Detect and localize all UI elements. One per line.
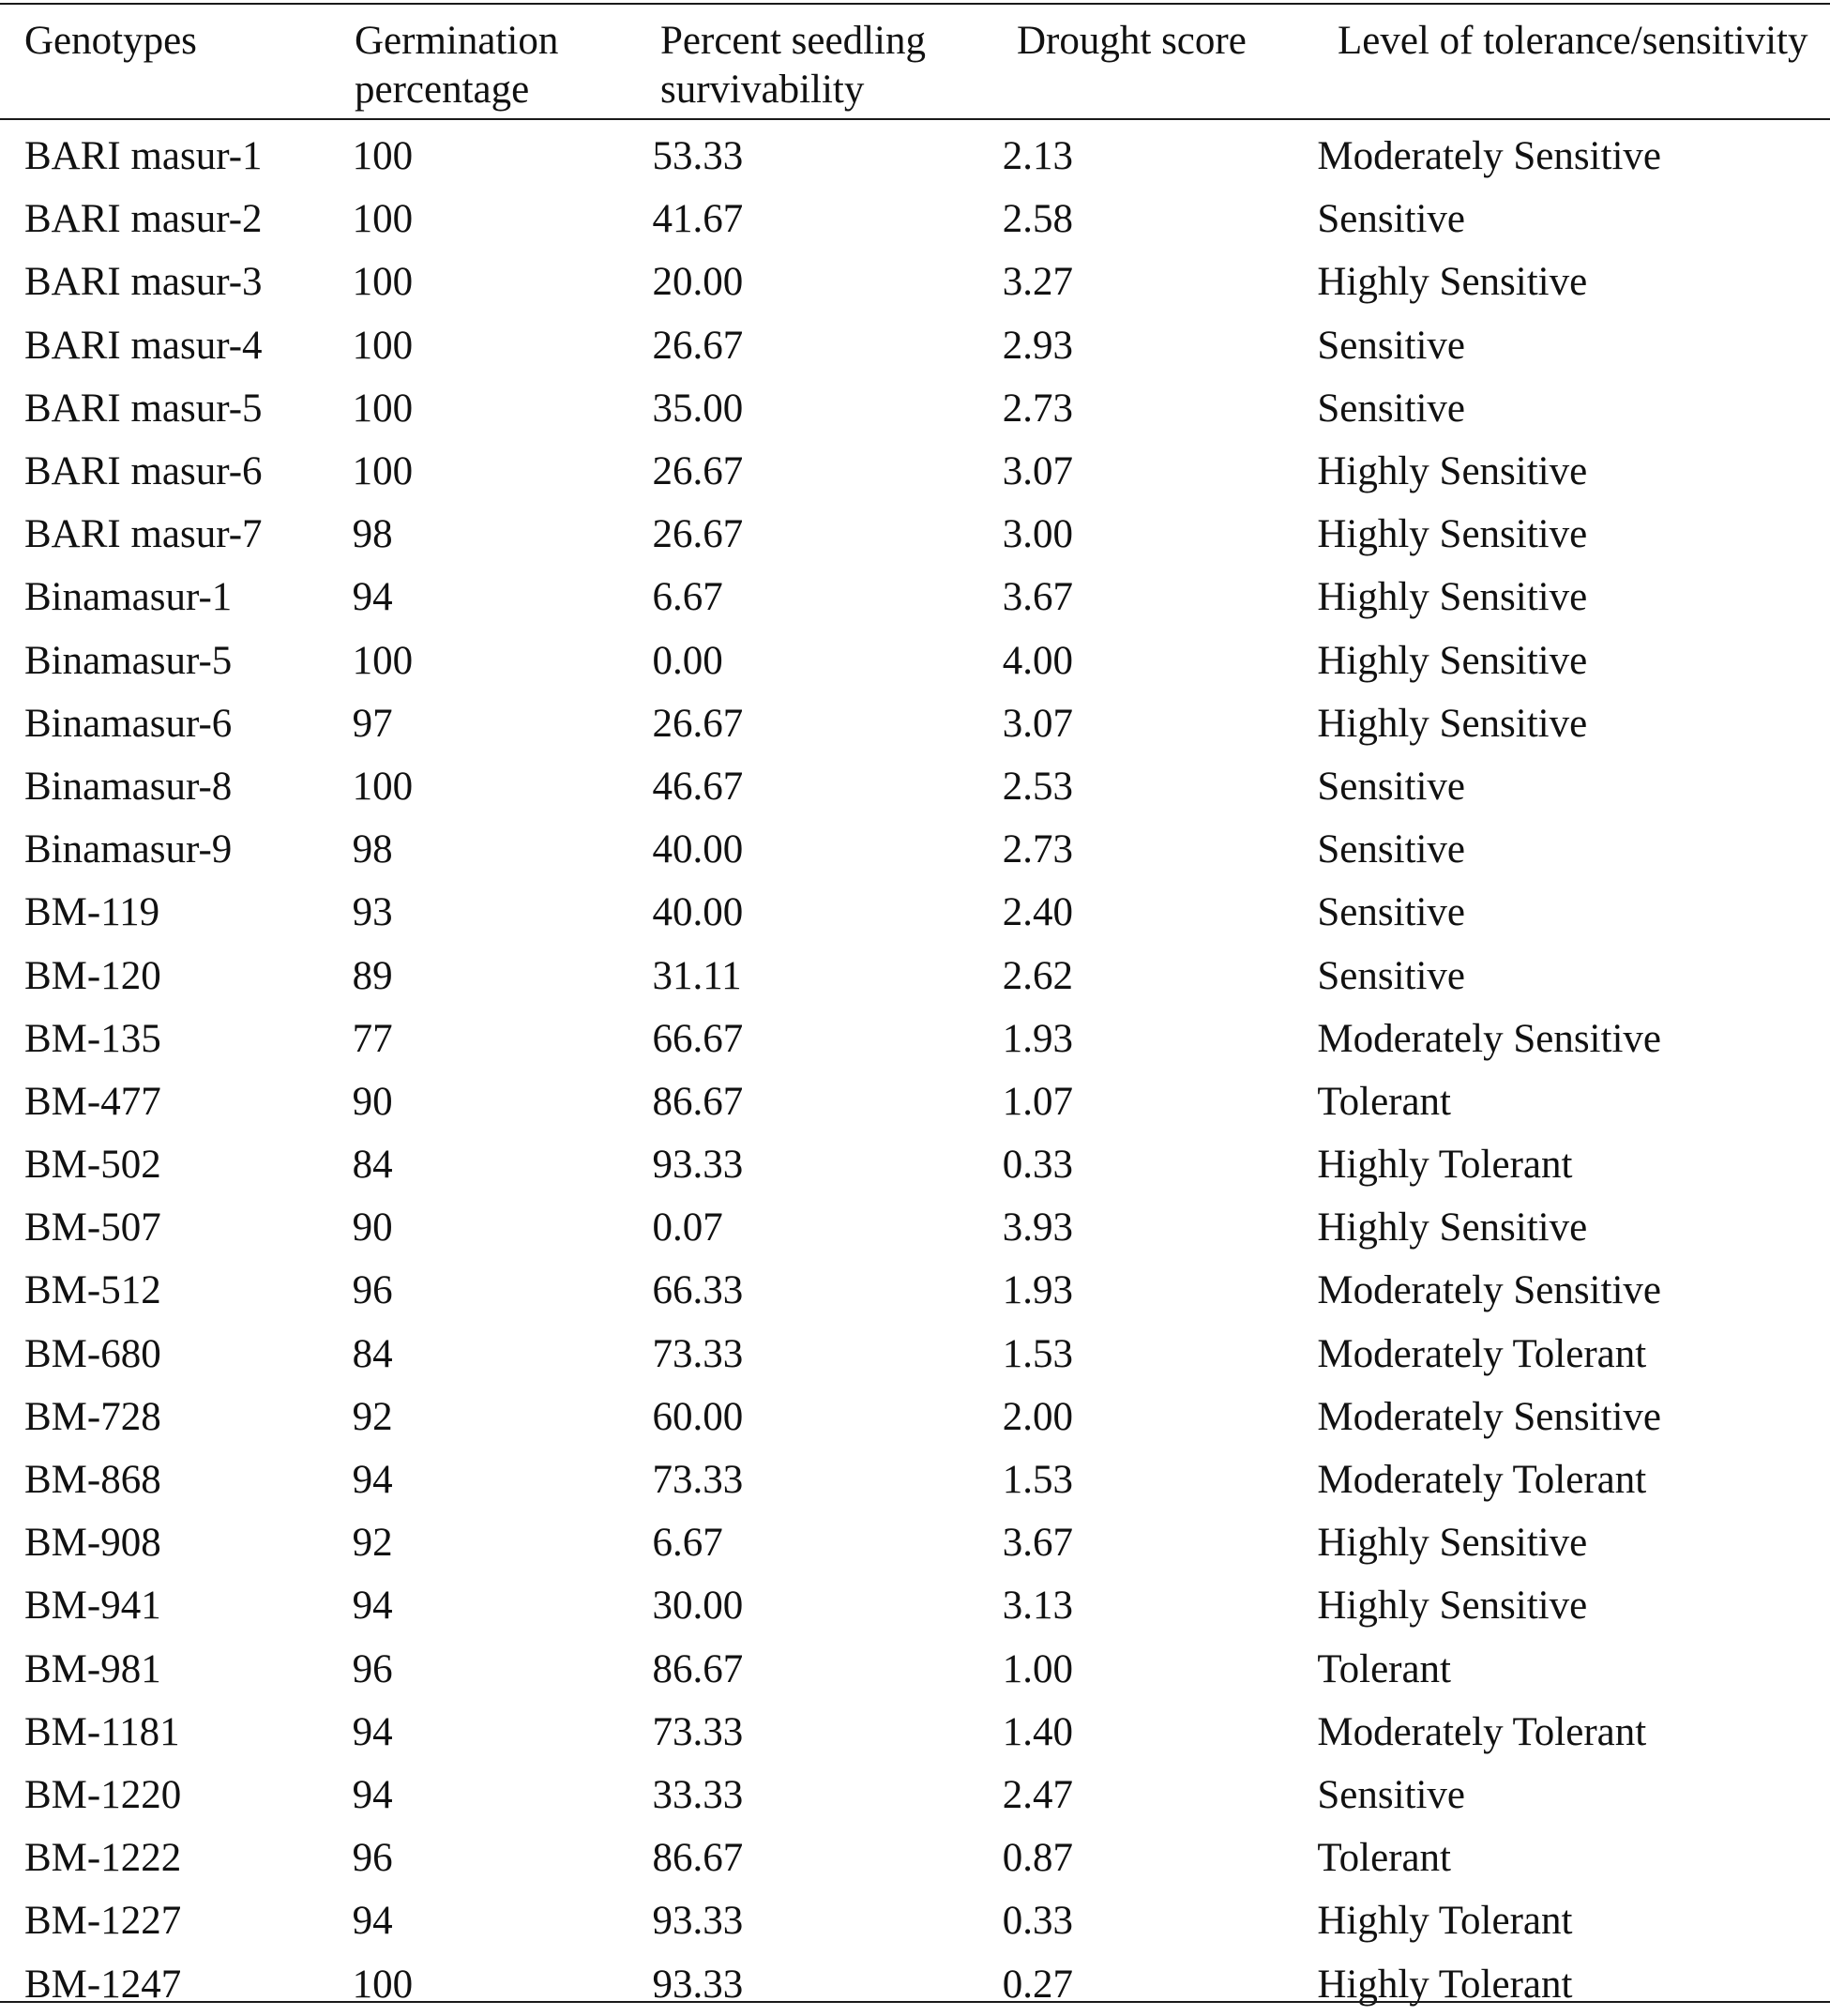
drought-score-cell: 0.33 <box>1002 1143 1073 1188</box>
level-cell: Sensitive <box>1317 323 1466 368</box>
survivability-cell: 0.00 <box>652 638 723 683</box>
survivability-cell: 53.33 <box>652 134 744 179</box>
survivability-cell: 31.11 <box>652 953 742 998</box>
drought-score-cell: 3.27 <box>1002 260 1073 305</box>
genotype-cell: Binamasur-8 <box>24 764 233 809</box>
table-row <box>0 692 1830 755</box>
level-cell: Tolerant <box>1317 1836 1452 1881</box>
genotype-cell: BM-908 <box>24 1521 161 1566</box>
survivability-cell: 93.33 <box>652 1899 744 1944</box>
table-row <box>0 566 1830 629</box>
germination-cell: 94 <box>352 1899 393 1944</box>
header-genotypes: Genotypes <box>24 19 197 63</box>
level-cell: Highly Sensitive <box>1317 260 1588 305</box>
germination-cell: 94 <box>352 1584 393 1629</box>
level-cell: Tolerant <box>1317 1079 1452 1124</box>
germination-cell: 100 <box>352 1962 414 2007</box>
germination-cell: 94 <box>352 1709 393 1754</box>
table-row <box>0 503 1830 566</box>
table-row <box>0 1827 1830 1889</box>
survivability-cell: 26.67 <box>652 323 744 368</box>
drought-score-cell: 3.67 <box>1002 575 1073 620</box>
level-cell: Sensitive <box>1317 1772 1466 1817</box>
germination-cell: 100 <box>352 449 414 494</box>
level-cell: Highly Tolerant <box>1317 1899 1573 1944</box>
genotype-cell: BM-512 <box>24 1268 161 1313</box>
survivability-cell: 73.33 <box>652 1331 744 1376</box>
germination-cell: 100 <box>352 638 414 683</box>
survivability-cell: 73.33 <box>652 1709 744 1754</box>
drought-score-cell: 1.53 <box>1002 1331 1073 1376</box>
genotype-cell: Binamasur-1 <box>24 575 233 620</box>
table-row <box>0 125 1830 188</box>
drought-score-cell: 2.58 <box>1002 197 1073 242</box>
table-row <box>0 818 1830 881</box>
drought-score-cell: 2.00 <box>1002 1394 1073 1439</box>
genotype-cell: BM-680 <box>24 1331 161 1376</box>
genotype-cell: BM-119 <box>24 890 160 935</box>
genotype-cell: BM-120 <box>24 953 161 998</box>
drought-score-cell: 1.93 <box>1002 1016 1073 1061</box>
drought-score-cell: 1.00 <box>1002 1646 1073 1691</box>
table-row <box>0 881 1830 944</box>
genotype-cell: Binamasur-9 <box>24 827 233 872</box>
genotype-cell: BM-507 <box>24 1205 161 1251</box>
drought-score-cell: 2.62 <box>1002 953 1073 998</box>
table-row <box>0 1386 1830 1448</box>
table-body <box>0 125 1830 2016</box>
level-cell: Highly Tolerant <box>1317 1143 1573 1188</box>
genotype-cell: Binamasur-5 <box>24 638 233 683</box>
drought-score-cell: 2.73 <box>1002 827 1073 872</box>
survivability-cell: 6.67 <box>652 575 723 620</box>
table-row <box>0 1701 1830 1764</box>
table-row <box>0 188 1830 250</box>
drought-score-cell: 3.67 <box>1002 1521 1073 1566</box>
drought-score-cell: 0.87 <box>1002 1836 1073 1881</box>
table-row <box>0 377 1830 440</box>
germination-cell: 93 <box>352 890 393 935</box>
table-row <box>0 1070 1830 1133</box>
table-row <box>0 629 1830 692</box>
survivability-cell: 35.00 <box>652 386 744 431</box>
header-rule <box>0 118 1830 120</box>
genotype-cell: BARI masur-2 <box>24 197 263 242</box>
genotype-cell: BARI masur-4 <box>24 323 263 368</box>
germination-cell: 90 <box>352 1205 393 1251</box>
drought-score-cell: 1.40 <box>1002 1709 1073 1754</box>
survivability-cell: 86.67 <box>652 1836 744 1881</box>
genotype-cell: BM-1222 <box>24 1836 182 1881</box>
table-top-rule <box>0 3 1830 5</box>
germination-cell: 77 <box>352 1016 393 1061</box>
header-level: Level of tolerance/sensitivity <box>1338 19 1808 63</box>
level-cell: Sensitive <box>1317 197 1466 242</box>
level-cell: Sensitive <box>1317 386 1466 431</box>
genotype-cell: BM-1181 <box>24 1709 180 1754</box>
level-cell: Sensitive <box>1317 827 1466 872</box>
drought-score-cell: 3.93 <box>1002 1205 1073 1251</box>
survivability-cell: 73.33 <box>652 1458 744 1503</box>
level-cell: Highly Sensitive <box>1317 512 1588 557</box>
germination-cell: 92 <box>352 1394 393 1439</box>
survivability-cell: 40.00 <box>652 827 744 872</box>
genotype-cell: BARI masur-5 <box>24 386 263 431</box>
survivability-cell: 26.67 <box>652 512 744 557</box>
drought-score-cell: 2.93 <box>1002 323 1073 368</box>
survivability-cell: 33.33 <box>652 1772 744 1817</box>
germination-cell: 100 <box>352 323 414 368</box>
level-cell: Moderately Tolerant <box>1317 1331 1647 1376</box>
table-row <box>0 1448 1830 1511</box>
genotype-cell: BM-1227 <box>24 1899 182 1944</box>
survivability-cell: 26.67 <box>652 449 744 494</box>
drought-score-cell: 3.00 <box>1002 512 1073 557</box>
germination-cell: 92 <box>352 1521 393 1566</box>
drought-score-cell: 1.53 <box>1002 1458 1073 1503</box>
germination-cell: 94 <box>352 1458 393 1503</box>
germination-cell: 94 <box>352 575 393 620</box>
table-row <box>0 755 1830 818</box>
survivability-cell: 93.33 <box>652 1143 744 1188</box>
level-cell: Highly Sensitive <box>1317 638 1588 683</box>
survivability-cell: 60.00 <box>652 1394 744 1439</box>
level-cell: Sensitive <box>1317 890 1466 935</box>
level-cell: Highly Sensitive <box>1317 449 1588 494</box>
level-cell: Moderately Sensitive <box>1317 1394 1661 1439</box>
survivability-cell: 0.07 <box>652 1205 723 1251</box>
survivability-cell: 30.00 <box>652 1584 744 1629</box>
genotype-cell: BM-477 <box>24 1079 161 1124</box>
genotype-cell: BM-1220 <box>24 1772 182 1817</box>
table-row <box>0 1323 1830 1386</box>
level-cell: Highly Sensitive <box>1317 701 1588 746</box>
germination-cell: 84 <box>352 1143 393 1188</box>
survivability-cell: 66.33 <box>652 1268 744 1313</box>
drought-score-cell: 3.07 <box>1002 449 1073 494</box>
germination-cell: 100 <box>352 260 414 305</box>
germination-cell: 100 <box>352 386 414 431</box>
germination-cell: 94 <box>352 1772 393 1817</box>
header-germination: Germination percentage <box>355 19 559 112</box>
level-cell: Tolerant <box>1317 1646 1452 1691</box>
drought-score-cell: 4.00 <box>1002 638 1073 683</box>
germination-cell: 100 <box>352 197 414 242</box>
genotype-cell: BARI masur-1 <box>24 134 263 179</box>
level-cell: Highly Sensitive <box>1317 1205 1588 1251</box>
genotype-cell: Binamasur-6 <box>24 701 233 746</box>
table-row <box>0 1764 1830 1827</box>
header-drought-score: Drought score <box>1017 19 1247 63</box>
survivability-cell: 40.00 <box>652 890 744 935</box>
table-row <box>0 944 1830 1007</box>
table-row <box>0 1574 1830 1637</box>
level-cell: Highly Tolerant <box>1317 1962 1573 2007</box>
drought-score-cell: 3.13 <box>1002 1584 1073 1629</box>
table-row <box>0 1889 1830 1952</box>
genotype-cell: BARI masur-6 <box>24 449 263 494</box>
level-cell: Moderately Sensitive <box>1317 1016 1661 1061</box>
survivability-cell: 46.67 <box>652 764 744 809</box>
survivability-cell: 66.67 <box>652 1016 744 1061</box>
germination-cell: 97 <box>352 701 393 746</box>
germination-cell: 89 <box>352 953 393 998</box>
survivability-cell: 20.00 <box>652 260 744 305</box>
level-cell: Sensitive <box>1317 953 1466 998</box>
table-bottom-rule <box>0 2001 1830 2003</box>
drought-score-cell: 0.33 <box>1002 1899 1073 1944</box>
drought-score-cell: 2.47 <box>1002 1772 1073 1817</box>
drought-score-cell: 1.93 <box>1002 1268 1073 1313</box>
table-row <box>0 1196 1830 1259</box>
germination-cell: 100 <box>352 764 414 809</box>
drought-score-cell: 2.13 <box>1002 134 1073 179</box>
drought-score-cell: 2.73 <box>1002 386 1073 431</box>
survivability-cell: 86.67 <box>652 1079 744 1124</box>
genotype-cell: BM-941 <box>24 1584 161 1629</box>
germination-cell: 84 <box>352 1331 393 1376</box>
germination-cell: 100 <box>352 134 414 179</box>
table-row <box>0 1133 1830 1196</box>
table-row <box>0 1008 1830 1070</box>
level-cell: Highly Sensitive <box>1317 1584 1588 1629</box>
genotype-cell: BM-728 <box>24 1394 161 1439</box>
level-cell: Moderately Tolerant <box>1317 1458 1647 1503</box>
level-cell: Moderately Sensitive <box>1317 134 1661 179</box>
genotype-cell: BM-502 <box>24 1143 161 1188</box>
survivability-cell: 41.67 <box>652 197 744 242</box>
level-cell: Moderately Sensitive <box>1317 1268 1661 1313</box>
table-rows <box>0 125 1830 2016</box>
survivability-cell: 93.33 <box>652 1962 744 2007</box>
table-row <box>0 1638 1830 1701</box>
survivability-cell: 26.67 <box>652 701 744 746</box>
drought-score-cell: 0.27 <box>1002 1962 1073 2007</box>
genotype-cell: BM-135 <box>24 1016 161 1061</box>
table-row <box>0 1259 1830 1322</box>
header-survivability: Percent seedling survivability <box>660 19 926 112</box>
level-cell: Moderately Tolerant <box>1317 1709 1647 1754</box>
germination-cell: 98 <box>352 827 393 872</box>
survivability-cell: 86.67 <box>652 1646 744 1691</box>
drought-score-cell: 2.53 <box>1002 764 1073 809</box>
table-row <box>0 440 1830 503</box>
germination-cell: 96 <box>352 1268 393 1313</box>
drought-score-cell: 1.07 <box>1002 1079 1073 1124</box>
drought-score-cell: 2.40 <box>1002 890 1073 935</box>
germination-cell: 96 <box>352 1836 393 1881</box>
drought-score-cell: 3.07 <box>1002 701 1073 746</box>
level-cell: Highly Sensitive <box>1317 1521 1588 1566</box>
germination-cell: 96 <box>352 1646 393 1691</box>
level-cell: Sensitive <box>1317 764 1466 809</box>
survivability-cell: 6.67 <box>652 1521 723 1566</box>
germination-cell: 98 <box>352 512 393 557</box>
level-cell: Highly Sensitive <box>1317 575 1588 620</box>
table-row <box>0 250 1830 313</box>
genotype-cell: BARI masur-7 <box>24 512 263 557</box>
genotype-cell: BM-868 <box>24 1458 161 1503</box>
germination-cell: 90 <box>352 1079 393 1124</box>
table-row <box>0 1511 1830 1574</box>
genotype-cell: BM-981 <box>24 1646 161 1691</box>
genotype-cell: BM-1247 <box>24 1962 182 2007</box>
table-row <box>0 314 1830 377</box>
genotype-cell: BARI masur-3 <box>24 260 263 305</box>
